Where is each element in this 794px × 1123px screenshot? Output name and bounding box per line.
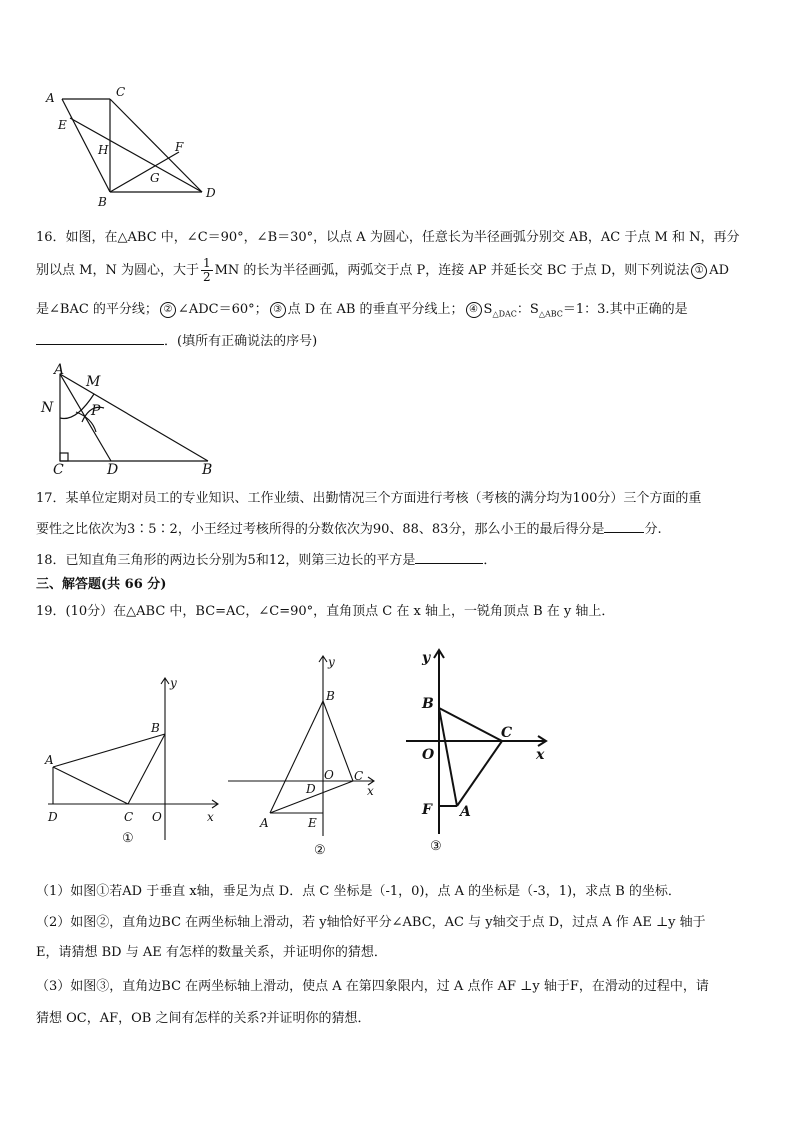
- q19-p3-line2: 猜想 OC，AF，OB 之间有怎样的关系?并证明你的猜想．: [36, 1011, 371, 1026]
- circled-4: ④: [466, 302, 482, 318]
- sub-dac: △DAC: [492, 309, 517, 319]
- q18-text: 18．已知直角三角形的两边长分别为5和12，则第三边长的平方是: [36, 553, 416, 568]
- q16-line2-a: 别以点 M，N 为圆心，大于: [36, 263, 199, 278]
- q18-line: [36, 551, 496, 570]
- label-E: E: [308, 816, 317, 830]
- label-A: A: [260, 816, 269, 830]
- q19-line1: 19．(10分）在△ABC 中，BC=AC，∠C=90°，直角顶点 C 在 x 轴上，一锐角顶点 B 在 y 轴上．: [36, 604, 615, 619]
- label-C: C: [116, 85, 126, 99]
- label-C: C: [53, 462, 64, 478]
- q16-line3-d: S: [483, 302, 493, 317]
- label-B: B: [202, 462, 213, 478]
- q19-p3-line1: （3）如图③，直角边BC 在两坐标轴上滑动，使点 A 在第四象限内，过 A 点作 AF ⊥y 轴于F，在滑动的过程中，请: [36, 979, 709, 994]
- label-A: A: [45, 753, 54, 767]
- label-H: H: [98, 143, 109, 157]
- label-C: C: [354, 769, 364, 783]
- label-O: O: [324, 768, 334, 782]
- q16-line2-c: AD: [709, 263, 730, 278]
- q18-end: ．: [483, 553, 497, 568]
- q16-line2: [36, 257, 729, 284]
- label-D: D: [306, 782, 316, 796]
- sub-abc: △ABC: [538, 309, 563, 319]
- axis-x: x: [367, 784, 374, 798]
- label-N: N: [41, 400, 54, 416]
- q16-line3-f: ＝1：3.其中正确的是: [562, 302, 688, 317]
- q16-line3-a: 是∠BAC 的平分线；: [36, 302, 158, 317]
- label-F: F: [422, 802, 432, 818]
- caption-3: ③: [430, 839, 442, 854]
- label-G: G: [150, 171, 160, 185]
- q19-p2-line1: （2）如图②，直角边BC 在两坐标轴上滑动，若 y轴恰好平分∠ABC，AC 与 y轴交于点 D，过点 A 作 AE ⊥y 轴于: [36, 915, 706, 930]
- q17-line2: [36, 520, 662, 539]
- q17-line1: 17．某单位定期对员工的专业知识、工作业绩、出勤情况三个方面进行考核（考核的满分均为100分）三个方面的重: [36, 491, 702, 506]
- label-A: A: [54, 362, 65, 378]
- label-O: O: [152, 810, 162, 824]
- label-M: M: [86, 374, 101, 390]
- q16-line3-b: ∠ADC＝60°；: [177, 302, 268, 317]
- figure-q19-2: [224, 650, 384, 860]
- figure-q19-3: [402, 644, 562, 856]
- q16-line4-text: ．(填所有正确说法的序号): [164, 334, 318, 349]
- q18-answer-blank[interactable]: [415, 551, 483, 564]
- q16-line1: 16．如图，在△ABC 中，∠C＝90°，∠B＝30°，以点 A 为圆心，任意长为半径画弧分别交 AB，AC 于点 M 和 N，再分: [36, 230, 740, 245]
- label-A: A: [460, 804, 471, 820]
- q16-line3: [36, 301, 688, 324]
- axis-y: y: [422, 650, 431, 666]
- q16-line3-c: 点 D 在 AB 的垂直平分线上；: [287, 302, 464, 317]
- axis-y: y: [170, 676, 177, 690]
- circled-1: ①: [691, 263, 707, 279]
- figure-q19-1: [40, 672, 230, 852]
- label-A: A: [46, 91, 55, 105]
- caption-2: ②: [314, 843, 326, 858]
- frac-num: 1: [202, 256, 211, 270]
- label-B: B: [151, 721, 160, 735]
- q16-answer-blank[interactable]: [36, 332, 164, 345]
- label-E: E: [58, 118, 67, 132]
- axis-y: y: [328, 655, 335, 669]
- figure-q16: [36, 360, 226, 478]
- q19-p1: （1）如图①若AD 于垂直 x轴，垂足为点 D．点 C 坐标是（-1，0)，点 A 的坐标是（-3，1)，求点 B 的坐标．: [36, 884, 681, 899]
- label-B: B: [422, 696, 434, 712]
- axis-x: x: [536, 747, 545, 763]
- label-C: C: [501, 725, 513, 741]
- q16-line2-b: MN 的长为半径画弧，两弧交于点 P，连接 AP 并延长交 BC 于点 D，则下列说法: [214, 263, 690, 278]
- label-D: D: [206, 186, 216, 200]
- q17-line2-b: 分.: [644, 522, 662, 537]
- section-title: 三、解答题(共 66 分): [36, 577, 167, 592]
- label-B: B: [326, 689, 335, 703]
- label-F: F: [175, 140, 184, 154]
- q16-line3-e: ：S: [516, 302, 539, 317]
- figure-q15: [40, 82, 230, 210]
- caption-1: ①: [122, 831, 134, 846]
- label-D: D: [48, 810, 58, 824]
- label-D: D: [107, 462, 119, 478]
- circled-2: ②: [160, 302, 176, 318]
- label-P: P: [91, 403, 101, 419]
- frac-den: 2: [202, 270, 211, 284]
- label-C: C: [124, 810, 134, 824]
- axis-x: x: [207, 810, 214, 824]
- label-B: B: [98, 195, 107, 209]
- half-fraction: [201, 257, 213, 284]
- q17-answer-blank[interactable]: [604, 520, 644, 533]
- q19-p2-line2: E，请猜想 BD 与 AE 有怎样的数量关系，并证明你的猜想．: [36, 945, 387, 960]
- label-O: O: [422, 747, 435, 763]
- circled-3: ③: [270, 302, 286, 318]
- q16-line4: [36, 332, 317, 351]
- q17-line2-a: 要性之比依次为3∶5∶2，小王经过考核所得的分数依次为90、88、83分，那么小王的最后得分是: [36, 522, 605, 537]
